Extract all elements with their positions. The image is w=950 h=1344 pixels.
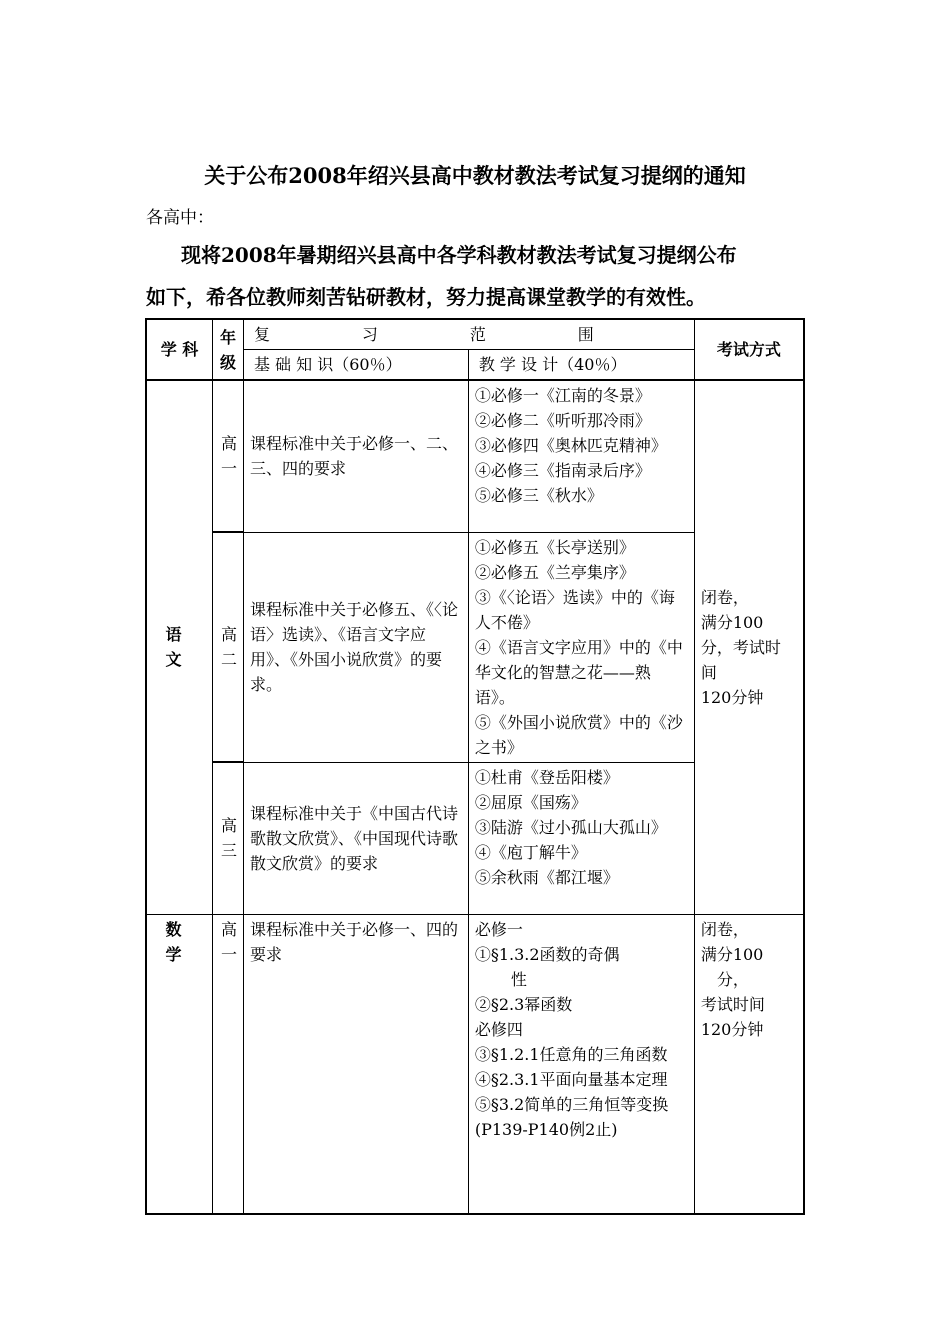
- basic-chinese-g2: 课程标准中关于必修五、《〈论语〉选读》、《语言文字应用》、《外国小说欣赏》的要求。: [243, 532, 468, 762]
- intro-line-1: 现将2008年暑期绍兴县高中各学科教材教法考试复习提纲公布: [181, 243, 737, 267]
- design-item: ①必修五《长亭送别》: [474, 537, 635, 557]
- header-teaching-design: 教 学 设 计（40％）: [468, 350, 694, 381]
- header-basic-knowledge: 基 础 知 识（60％）: [243, 350, 468, 381]
- basic-math-g1: 课程标准中关于必修一、四的要求: [243, 914, 468, 1214]
- exam-line: 120分钟: [700, 687, 764, 707]
- design-item: ⑤《外国小说欣赏》中的《沙之书》: [474, 712, 683, 757]
- salutation: 各高中：: [146, 208, 214, 228]
- design-item: ④必修三《指南录后序》: [474, 461, 651, 480]
- design-math-g1: [468, 914, 694, 1214]
- grade-chinese-g2: 高二: [212, 532, 243, 762]
- design-item: ②屈原《国殇》: [474, 792, 587, 812]
- intro-paragraph: [146, 234, 806, 318]
- design-item: ⑤必修三《秋水》: [474, 486, 603, 505]
- grade-chinese-g3: 高三: [212, 762, 243, 914]
- grade-chinese-g1: 高一: [212, 380, 243, 532]
- notice-title: 关于公布2008年绍兴县高中教材教法考试复习提纲的通知: [204, 163, 746, 188]
- design-item: ③《〈论语〉选读》中的《诲人不倦》: [474, 587, 675, 632]
- exam-line: 间: [700, 662, 717, 682]
- design-item: ①§1.3.2函数的奇偶: [474, 944, 620, 964]
- design-item-continued: 性: [510, 969, 527, 989]
- header-exam-method: 考试方式: [694, 319, 804, 380]
- design-chinese-g2: [468, 532, 694, 762]
- design-item: ④§2.3.1平面向量基本定理: [474, 1069, 668, 1089]
- header-grade: 年级: [212, 319, 243, 380]
- design-item: ②必修二《听听那冷雨》: [474, 411, 651, 430]
- design-item: ④《语言文字应用》中的《中华文化的智慧之花——熟语》。: [474, 637, 683, 707]
- exam-line: 分，: [716, 969, 749, 989]
- basic-chinese-g1: 课程标准中关于必修一、二、三、四的要求: [243, 380, 468, 532]
- design-item: ⑤余秋雨《都江堰》: [474, 867, 619, 887]
- design-item: ①必修一《江南的冬景》: [474, 386, 651, 405]
- design-item: ③§1.2.1任意角的三角函数: [474, 1044, 668, 1064]
- intro-line-2: 如下，希各位教师刻苦钻研教材，努力提高课堂教学的有效性。: [146, 285, 706, 309]
- design-item: ⑤§3.2简单的三角恒等变换(P139-P140例2止): [474, 1094, 669, 1139]
- design-item: ②必修五《兰亭集序》: [474, 562, 635, 582]
- design-item: ②§2.3幂函数: [474, 994, 573, 1014]
- exam-line: 闭卷，: [700, 587, 749, 607]
- exam-line: 满分100: [700, 612, 764, 632]
- design-chinese-g3: [468, 762, 694, 914]
- subject-chinese: 语 文: [146, 380, 212, 914]
- basic-chinese-g3: 课程标准中关于《中国古代诗歌散文欣赏》、《中国现代诗歌散文欣赏》的要求: [243, 762, 468, 914]
- design-item: ③陆游《过小孤山大孤山》: [474, 817, 667, 837]
- exam-line: 考试时间: [700, 994, 765, 1014]
- review-outline-table: [145, 318, 805, 1215]
- exam-line: 闭卷，: [700, 919, 749, 939]
- exam-line: 120分钟: [700, 1019, 764, 1039]
- subject-math: 数 学: [146, 914, 212, 1214]
- exam-line: 满分100: [700, 944, 764, 964]
- header-subject: 学 科: [146, 319, 212, 380]
- exam-math: [694, 914, 804, 1214]
- design-item: ①杜甫《登岳阳楼》: [474, 767, 619, 787]
- module-label: 必修四: [474, 1019, 523, 1039]
- design-item: ④《庖丁解牛》: [474, 842, 587, 862]
- exam-line: 分，考试时: [700, 637, 781, 657]
- header-review-scope: 复 习 范 围: [253, 325, 594, 344]
- grade-math-g1: 高一: [212, 914, 243, 1214]
- exam-chinese: [694, 380, 804, 914]
- module-label: 必修一: [474, 919, 523, 939]
- design-item: ③必修四《奥林匹克精神》: [474, 436, 667, 455]
- design-chinese-g1: [468, 380, 694, 532]
